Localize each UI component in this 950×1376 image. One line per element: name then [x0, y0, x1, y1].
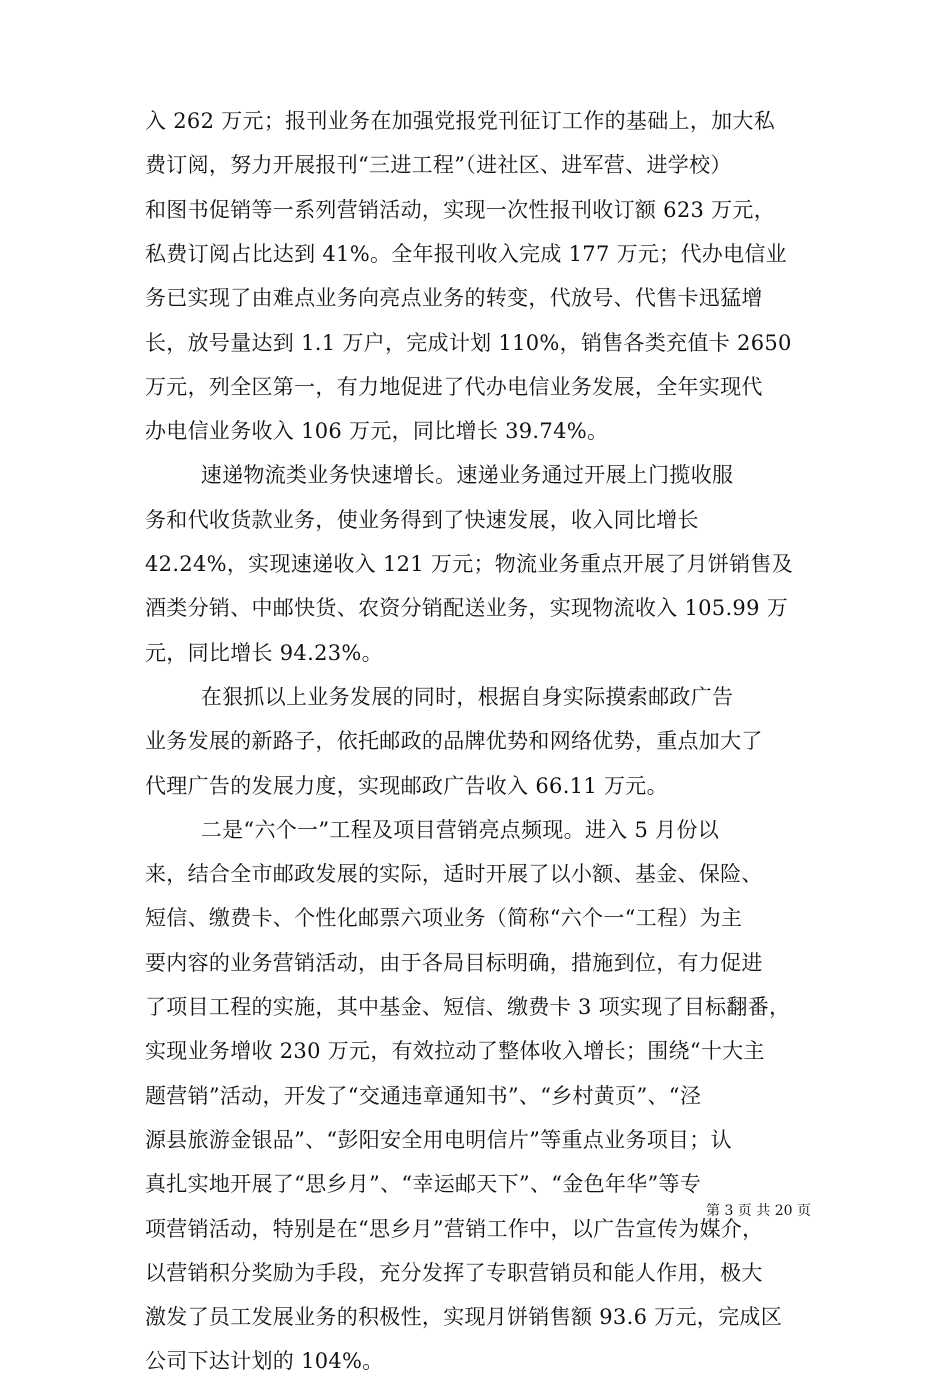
- text-line: 务已实现了由难点业务向亮点业务的转变，代放号、代售卡迅猛增: [145, 286, 763, 310]
- text-line: 激发了员工发展业务的积极性，实现月饼销售额 93.6 万元，完成区: [145, 1305, 783, 1329]
- text-line: 源县旅游金银品”、“彭阳安全用电明信片”等重点业务项目；认: [145, 1128, 732, 1152]
- text-line: 项营销活动，特别是在“思乡月”营销工作中，以广告宣传为媒介，: [145, 1217, 764, 1241]
- text-line: 务和代收货款业务，使业务得到了快速发展，收入同比增长: [145, 508, 699, 532]
- text-line: 在狠抓以上业务发展的同时，根据自身实际摸索邮政广告: [145, 685, 734, 709]
- text-line: 42.24%，实现速递收入 121 万元；物流业务重点开展了月饼销售及: [145, 552, 794, 576]
- page-footer: 第 3 页 共 20 页: [706, 1203, 811, 1219]
- text-line: 万元，列全区第一，有力地促进了代办电信业务发展，全年实现代: [145, 375, 763, 399]
- text-line: 真扎实地开展了“思乡月”、“幸运邮天下”、“金色年华”等专: [145, 1172, 702, 1196]
- text-line: 私费订阅占比达到 41%。全年报刊收入完成 177 万元；代办电信业: [145, 242, 787, 266]
- text-line: 酒类分销、中邮快货、农资分销配送业务，实现物流收入 105.99 万: [145, 596, 789, 620]
- text-line: 长，放号量达到 1.1 万户，完成计划 110%，销售各类充值卡 2650: [145, 331, 792, 355]
- text-line: 公司下达计划的 104%。: [145, 1349, 384, 1373]
- text-line: 以营销积分奖励为手段，充分发挥了专职营销员和能人作用，极大: [145, 1261, 763, 1285]
- text-line: 速递物流类业务快速增长。速递业务通过开展上门揽收服: [145, 463, 734, 487]
- text-line: 入 262 万元；报刊业务在加强党报党刊征订工作的基础上，加大私: [145, 109, 776, 133]
- text-line: 费订阅，努力开展报刊“三进工程”（进社区、进军营、进学校）: [145, 153, 732, 177]
- text-line: 实现业务增收 230 万元，有效拉动了整体收入增长；围绕“十大主: [145, 1039, 765, 1063]
- text-line: 二是“六个一”工程及项目营销亮点频现。进入 5 月份以: [145, 818, 720, 842]
- text-line: 要内容的业务营销活动，由于各局目标明确，措施到位，有力促进: [145, 951, 763, 975]
- text-line: 代理广告的发展力度，实现邮政广告收入 66.11 万元。: [145, 774, 668, 798]
- text-line: 了项目工程的实施，其中基金、短信、缴费卡 3 项实现了目标翻番，: [145, 995, 791, 1019]
- text-line: 和图书促销等一系列营销活动，实现一次性报刊收订额 623 万元，: [145, 198, 776, 222]
- text-line: 来，结合全市邮政发展的实际，适时开展了以小额、基金、保险、: [145, 862, 763, 886]
- text-line: 业务发展的新路子，依托邮政的品牌优势和网络优势，重点加大了: [145, 729, 763, 753]
- text-line: 题营销”活动，开发了“交通违章通知书”、“乡村黄页”、“泾: [145, 1084, 702, 1108]
- text-line: 短信、缴费卡、个性化邮票六项业务（简称“六个一“工程）为主: [145, 906, 743, 930]
- text-line: 元，同比增长 94.23%。: [145, 641, 383, 665]
- text-line: 办电信业务收入 106 万元，同比增长 39.74%。: [145, 419, 609, 443]
